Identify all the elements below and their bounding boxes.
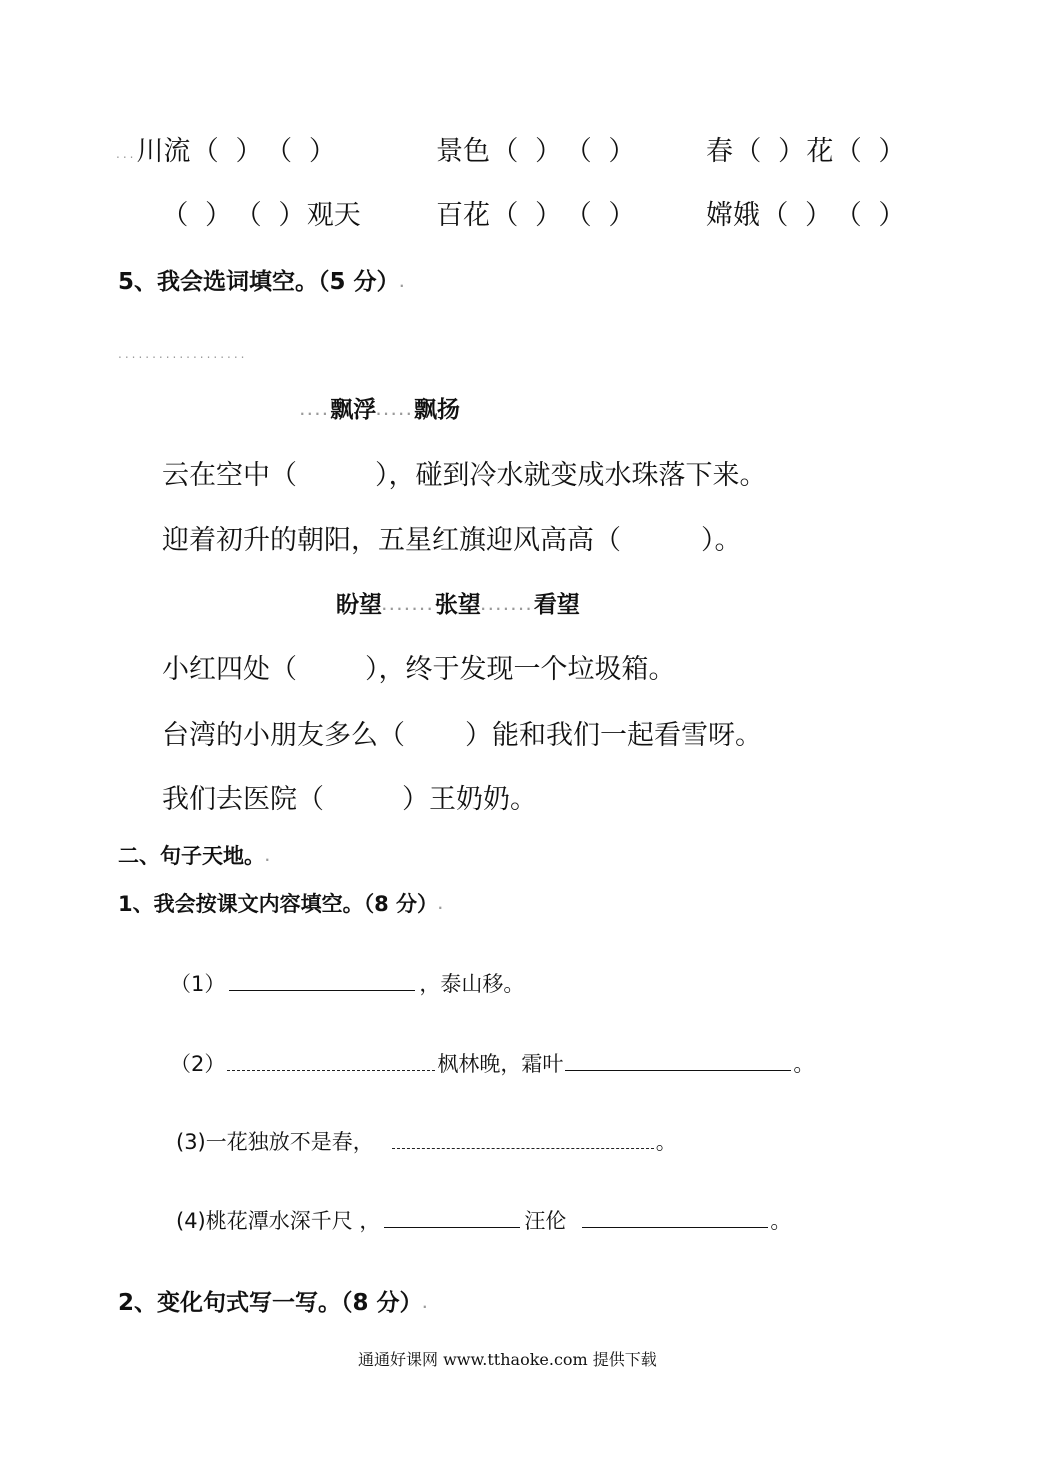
answer-blank-4[interactable] xyxy=(392,1128,654,1149)
sentence-4: 台湾的小朋友多么（ ）能和我们一起看雪呀。 xyxy=(162,720,762,751)
word-piaofu: 飘浮 xyxy=(330,397,377,423)
idiom-5-text: 百花 xyxy=(436,200,490,231)
fill-item-2: （2） 枫林晚，霜叶 。 xyxy=(170,1052,815,1076)
word-choices-2: 盼望.......张望.......看望 xyxy=(336,592,580,618)
answer-blank-2[interactable] xyxy=(227,1050,435,1071)
answer-blank-3[interactable] xyxy=(565,1050,791,1071)
fill-item-3: (3)一花独放不是春， 。 xyxy=(176,1130,677,1154)
idiom-2-text: 景色 xyxy=(436,136,490,167)
leader-dots: ... xyxy=(116,147,137,161)
dotted-leader-line: ................... xyxy=(118,347,248,361)
word-kanwang: 看望 xyxy=(533,592,580,618)
answer-blank-6[interactable] xyxy=(582,1207,768,1228)
idiom-3-char-a: 春 xyxy=(706,136,733,167)
sentence-1: 云在空中（ ），碰到冷水就变成水珠落下来。 xyxy=(162,460,767,491)
word-piaoyang: 飘扬 xyxy=(414,397,461,423)
word-choices-1: ....飘浮.....飘扬 xyxy=(300,397,461,423)
sentence-3: 小红四处（ ），终于发现一个垃圾箱。 xyxy=(162,654,676,685)
idiom-4-text: 观天 xyxy=(306,200,361,231)
word-zhangwang: 张望 xyxy=(434,592,481,618)
fill-item-1: （1） ，泰山移。 xyxy=(170,972,525,996)
idiom-row-2-col-2: 百花（ ）（ ） xyxy=(436,200,636,231)
idiom-row-1-col-2: 景色（ ）（ ） xyxy=(436,136,636,167)
idiom-1-text: 川流 xyxy=(136,136,191,167)
section-2-title: 二、句子天地。. xyxy=(118,844,273,868)
idiom-3-char-b: 花 xyxy=(806,136,834,167)
word-panwang: 盼望 xyxy=(336,592,382,618)
idiom-row-2: （ ）（ ）观天 xyxy=(161,200,361,231)
idiom-row-1-col-3: 春（ ）花（ ） xyxy=(706,136,906,167)
q2-title: 2、变化句式写一写。（8 分）. xyxy=(118,1290,431,1316)
answer-blank-5[interactable] xyxy=(384,1207,520,1228)
fill-item-4: (4)桃花潭水深千尺 ， 汪伦 。 xyxy=(176,1209,792,1233)
page-footer: 通通好课网 www.tthaoke.com 提供下载 xyxy=(358,1350,657,1369)
idiom-row-1: ...川流（ ）（ ） xyxy=(116,136,336,167)
q5-title: 5、我会选词填空。（5 分）. xyxy=(118,269,408,295)
idiom-row-2-col-3: 嫦娥（ ）（ ） xyxy=(706,200,906,231)
answer-blank-1[interactable] xyxy=(229,970,415,991)
q1-title: 1、我会按课文内容填空。（8 分）. xyxy=(118,892,446,916)
sentence-5: 我们去医院（ ）王奶奶。 xyxy=(162,784,537,815)
idiom-6-text: 嫦娥 xyxy=(706,200,760,231)
sentence-2: 迎着初升的朝阳，五星红旗迎风高高（ ）。 xyxy=(162,525,742,556)
